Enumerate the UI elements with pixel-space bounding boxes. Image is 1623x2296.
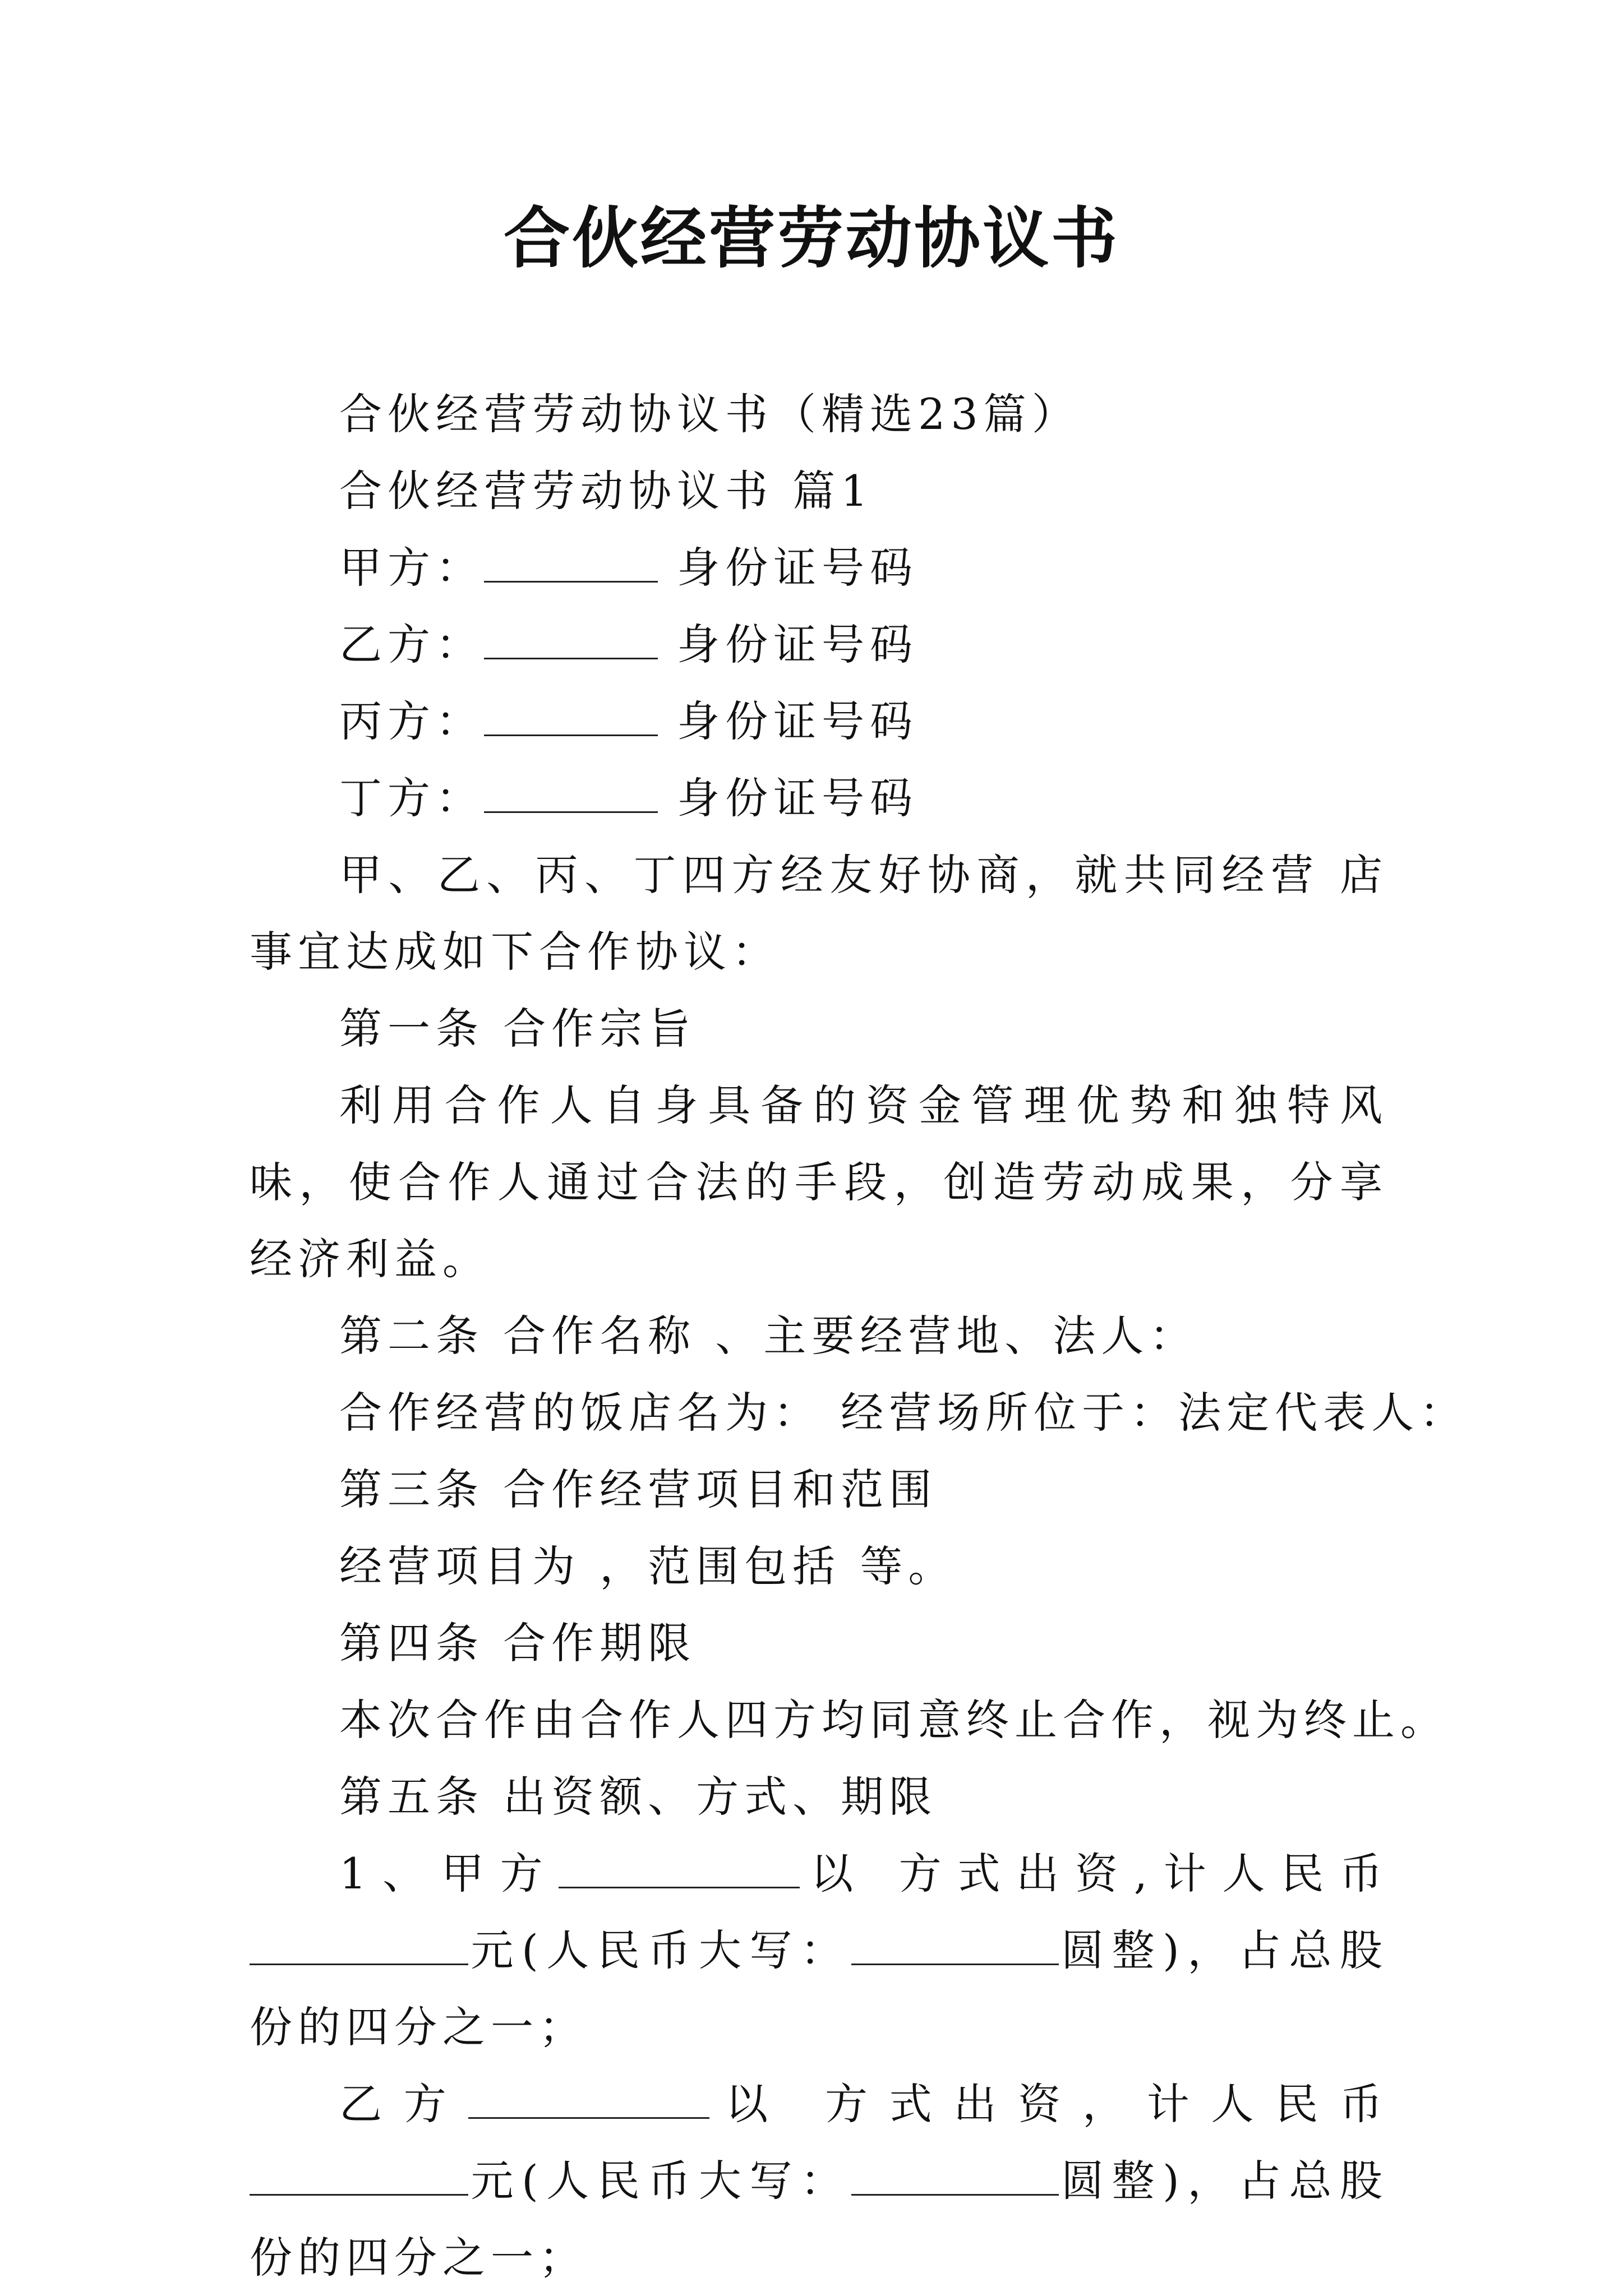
article-2-title: 第二条 合作名称 、主要经营地、法人： — [339, 1311, 1198, 1361]
document-body — [250, 376, 1468, 2296]
clause-text: 圆整)，占总股份的四分之一； — [250, 1925, 1388, 2052]
subtitle: 合伙经营劳动协议书（精选23篇） — [339, 389, 1080, 439]
clause-text: 以 方式出资，计人民币 — [709, 2079, 1388, 2129]
clause-2 — [250, 2066, 1388, 2296]
blank-line — [851, 2160, 1059, 2196]
article-4-body: 本次合作由合作人四方均同意终止合作，视为终止。 — [339, 1695, 1449, 1745]
party-suffix: 身份证号码 — [677, 696, 919, 746]
article-3-title: 第三条 合作经营项目和范围 — [339, 1465, 938, 1514]
blank-line — [250, 1930, 468, 1965]
party-row — [250, 683, 1388, 760]
article-1-body: 利用合作人自身具备的资金管理优势和独特风味，使合作人通过合法的手段，创造劳动成果，分享经济利益。 — [250, 1080, 1388, 1284]
article-3-body: 经营项目为 ，范围包括 等。 — [339, 1541, 957, 1591]
party-suffix: 身份证号码 — [677, 620, 919, 669]
party-suffix: 身份证号码 — [677, 543, 919, 593]
intro-paragraph: 甲、乙、丙、丁四方经友好协商，就共同经营 店事宜达成如下合作协议： — [250, 850, 1388, 977]
party-row — [250, 529, 1388, 606]
document-title: 合伙经营劳动协议书 — [503, 200, 1119, 277]
blank-line — [250, 2160, 468, 2196]
party-row — [250, 760, 1388, 837]
clause-text: 圆整)，占总股份的四分之一； — [250, 2156, 1388, 2283]
clause-1 — [250, 1835, 1388, 2066]
party-label: 乙方： — [339, 620, 484, 669]
article-1-title: 第一条 合作宗旨 — [339, 1004, 697, 1054]
article-2-body: 合作经营的饭店名为： 经营场所位于：法定代表人： — [339, 1388, 1468, 1438]
clause-text: 元(人民币大写： — [468, 1925, 851, 1975]
blank-line — [468, 2084, 709, 2119]
section-heading: 合伙经营劳动协议书 篇1 — [339, 466, 874, 516]
party-label: 丁方： — [339, 773, 484, 823]
clause-text: 乙方 — [339, 2079, 468, 2129]
party-label: 甲方： — [339, 543, 484, 593]
blank-line — [484, 701, 658, 736]
party-suffix: 身份证号码 — [677, 773, 919, 823]
blank-line — [559, 1853, 800, 1888]
clause-text: 以 方式出资,计人民币 — [800, 1849, 1388, 1898]
blank-line — [484, 624, 658, 659]
clause-text: 元(人民币大写： — [468, 2156, 851, 2206]
party-row — [250, 606, 1388, 683]
blank-line — [484, 547, 658, 583]
article-5-title: 第五条 出资额、方式、期限 — [339, 1772, 938, 1822]
article-4-title: 第四条 合作期限 — [339, 1618, 697, 1668]
blank-line — [484, 778, 658, 813]
clause-text: 1、甲方 — [339, 1849, 559, 1898]
blank-line — [851, 1930, 1059, 1965]
party-label: 丙方： — [339, 696, 484, 746]
